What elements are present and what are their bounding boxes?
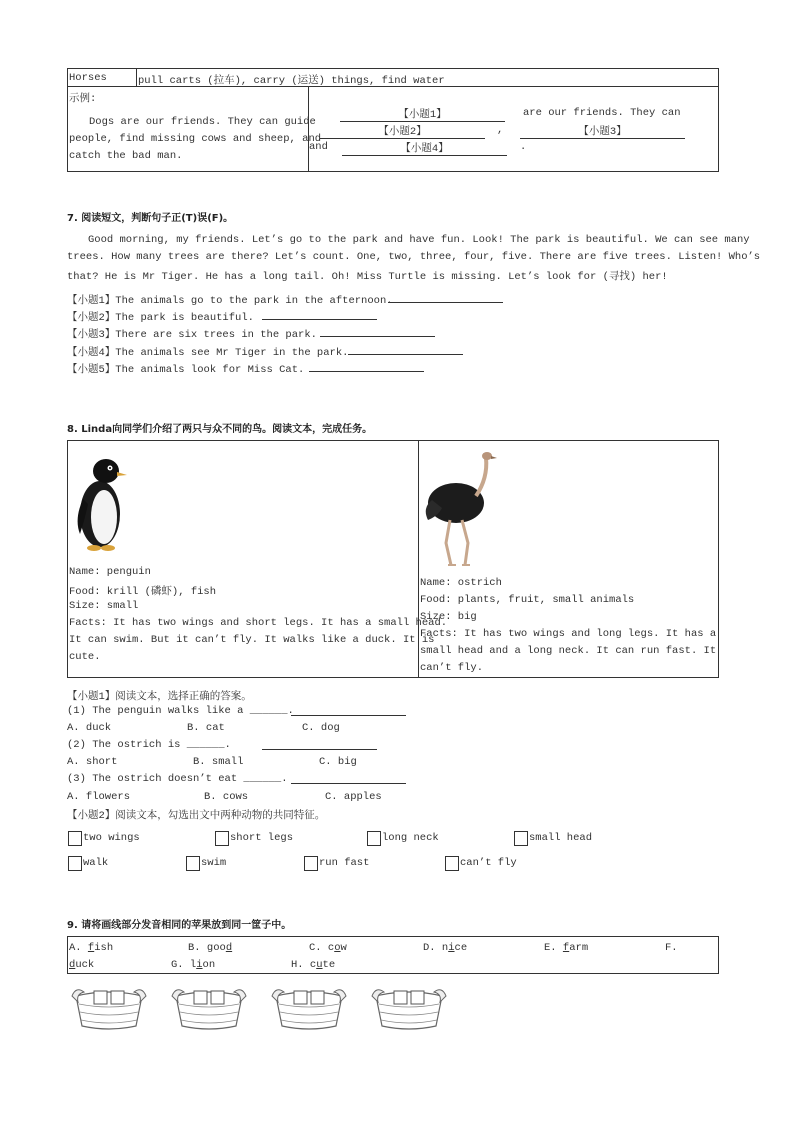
feature-checkbox-run-fast[interactable] <box>304 856 318 871</box>
q8-q3-opt-a: A. flowers <box>67 791 131 803</box>
ostrich-size: Size: big <box>420 611 477 623</box>
q7-item-4: 【小题4】The animals see Mr Tiger in the park. <box>67 347 349 359</box>
q6-are-text: are our friends. They can <box>523 107 681 119</box>
q7-heading: 7. 阅读短文，判断句子正(T)误(F)。 <box>67 213 234 224</box>
penguin-facts-3: cute. <box>69 651 101 663</box>
q8-q1-opt-a: A. duck <box>67 722 112 734</box>
q9-option-f: F. <box>665 942 678 954</box>
q7-answer-2[interactable] <box>262 307 377 320</box>
q6-and-text: and <box>309 141 328 153</box>
feature-label-long-neck: long neck <box>382 832 439 844</box>
horses-label: Horses <box>69 72 107 84</box>
penguin-facts-1: Facts: It has two wings and short legs. It has a small head. <box>69 617 448 629</box>
q7-answer-3[interactable] <box>320 324 435 337</box>
q7-para-line-1: Good morning, my friends. Let’s go to the park and have fun. Look! The park is beautiful. We can see many <box>88 234 750 246</box>
ostrich-facts-1: Facts: It has two wings and long legs. It has a <box>420 628 717 640</box>
ostrich-food: Food: plants, fruit, small animals <box>420 594 635 606</box>
ostrich-name: Name: ostrich <box>420 577 502 589</box>
q9-option-c: C. cow <box>309 942 347 954</box>
example-label: 示例: <box>69 93 97 105</box>
q8-q1-opt-b: B. cat <box>187 722 225 734</box>
feature-label-short-legs: short legs <box>230 832 294 844</box>
q7-item-2: 【小题2】The park is beautiful. <box>67 312 254 324</box>
ostrich-facts-3: can’t fly. <box>420 662 484 674</box>
q8-q2-answer[interactable] <box>262 737 377 750</box>
q8-q1-answer[interactable] <box>291 703 406 716</box>
example-line-3: catch the bad man. <box>69 150 183 162</box>
q7-answer-5[interactable] <box>309 359 424 372</box>
q6-blank-3[interactable]: 【小题3】 <box>520 123 685 139</box>
q7-para-line-3: that? He is Mr Tiger. He has a long tail. Oh! Miss Turtle is missing. Let’s look for (寻找) her! <box>67 271 668 283</box>
q8-q3-opt-c: C. apples <box>325 791 382 803</box>
q6-blank-2[interactable]: 【小题2】 <box>320 123 485 139</box>
q8-q1-opt-c: C. dog <box>302 722 340 734</box>
ostrich-image <box>418 448 500 568</box>
example-line-1: Dogs are our friends. They can guide <box>89 116 316 128</box>
q9-option-g: G. lion <box>171 959 216 971</box>
q7-para-line-2: trees. How many trees are there? Let’s count. One, two, three, four, five. There are five trees. Listen! Who’s <box>67 251 761 263</box>
feature-checkbox-swim[interactable] <box>186 856 200 871</box>
q8-q3-opt-b: B. cows <box>204 791 249 803</box>
basket-2[interactable] <box>170 982 248 1032</box>
q6-comma: , <box>497 124 504 136</box>
basket-3[interactable] <box>270 982 348 1032</box>
feature-checkbox-cant-fly[interactable] <box>445 856 459 871</box>
penguin-image <box>70 454 130 554</box>
feature-checkbox-two-wings[interactable] <box>68 831 82 846</box>
q7-answer-1[interactable] <box>388 290 503 303</box>
feature-label-cant-fly: can’t fly <box>460 857 517 869</box>
q9-options-box <box>67 936 719 974</box>
q8-sub2-title: 【小题2】阅读文本，勾选出文中两种动物的共同特征。 <box>67 810 326 822</box>
penguin-size: Size: small <box>69 600 139 612</box>
q6-blank-1[interactable]: 【小题1】 <box>340 106 505 122</box>
feature-checkbox-long-neck[interactable] <box>367 831 381 846</box>
penguin-food: Food: krill (磷虾), fish <box>69 586 217 598</box>
feature-label-swim: swim <box>201 857 227 869</box>
penguin-name: Name: penguin <box>69 566 151 578</box>
q9-option-e: E. farm <box>544 942 589 954</box>
feature-checkbox-short-legs[interactable] <box>215 831 229 846</box>
q6-blank-4[interactable]: 【小题4】 <box>342 140 507 156</box>
q9-option-h: H. cute <box>291 959 336 971</box>
q9-heading: 9. 请将画线部分发音相同的苹果放到同一筐子中。 <box>67 920 292 931</box>
q8-q2-opt-c: C. big <box>319 756 357 768</box>
q6-col-divider-bottom <box>308 86 309 171</box>
q7-answer-4[interactable] <box>348 342 463 355</box>
q7-item-3: 【小题3】There are six trees in the park. <box>67 329 317 341</box>
q8-q3-answer[interactable] <box>291 771 406 784</box>
q6-period: . <box>520 141 527 153</box>
q8-q1: (1) The penguin walks like a ______. <box>67 705 294 717</box>
q9-option-d: D. nice <box>423 942 468 954</box>
example-line-2: people, find missing cows and sheep, and <box>69 133 322 145</box>
q9-option-f-word: duck <box>69 959 95 971</box>
feature-checkbox-walk[interactable] <box>68 856 82 871</box>
feature-label-walk: walk <box>83 857 109 869</box>
q8-sub1-title: 【小题1】阅读文本，选择正确的答案。 <box>67 691 252 703</box>
q9-option-a: A. fish <box>69 942 114 954</box>
ostrich-facts-2: small head and a long neck. It can run fast. It <box>420 645 717 657</box>
q6-col-divider-top <box>136 68 137 87</box>
feature-label-two-wings: two wings <box>83 832 140 844</box>
q9-option-b: B. good <box>188 942 233 954</box>
penguin-facts-2: It can swim. But it can’t fly. It walks like a duck. It is <box>69 634 435 646</box>
q8-q3: (3) The ostrich doesn’t eat ______. <box>67 773 288 785</box>
q8-q2-opt-a: A. short <box>67 756 118 768</box>
feature-label-small-head: small head <box>529 832 593 844</box>
q7-item-5: 【小题5】The animals look for Miss Cat. <box>67 364 305 376</box>
q8-heading: 8. Linda向同学们介绍了两只与众不同的鸟。阅读文本，完成任务。 <box>67 424 373 435</box>
feature-checkbox-small-head[interactable] <box>514 831 528 846</box>
q8-q2-opt-b: B. small <box>193 756 244 768</box>
basket-4[interactable] <box>370 982 448 1032</box>
feature-label-run-fast: run fast <box>319 857 370 869</box>
q7-item-1: 【小题1】The animals go to the park in the afternoon. <box>67 295 393 307</box>
q8-q2: (2) The ostrich is ______. <box>67 739 231 751</box>
horses-text: pull carts (拉车), carry (运送) things, find water <box>138 75 445 87</box>
basket-1[interactable] <box>70 982 148 1032</box>
